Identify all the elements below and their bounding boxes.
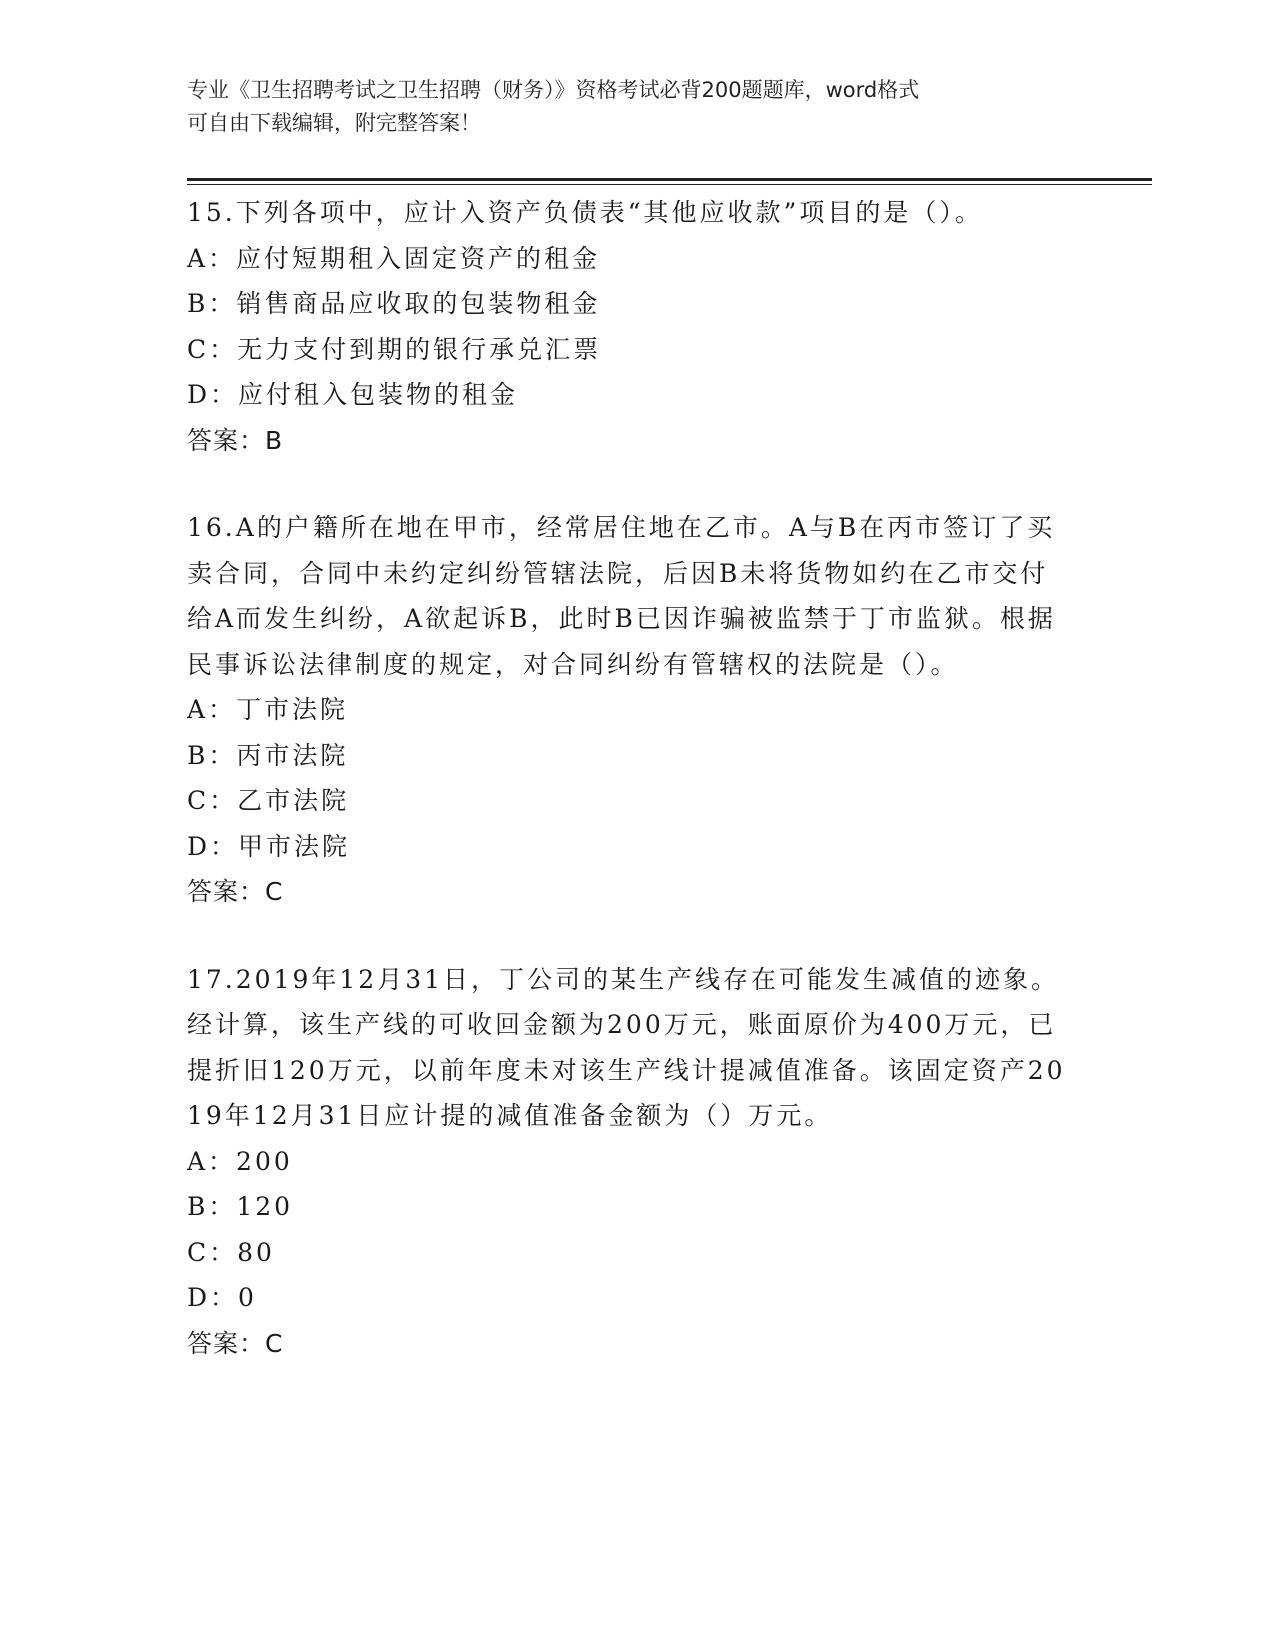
question-stem: 16.A的户籍所在地在甲市，经常居住地在乙市。A与B在丙市签订了买卖合同，合同中未约定纠纷管辖法院，后因B未将货物如约在乙市交付给A而发生纠纷，A欲起诉B，此时B已因诈骗被监禁于丁市监狱。根据民事诉讼法律制度的规定，对合同纠纷有管辖权的法院是（）。: [187, 513, 1056, 679]
question-spacer: [187, 463, 1067, 505]
option-b: B：丙市法院: [187, 740, 349, 770]
option-b: B：120: [187, 1192, 294, 1221]
header-divider-thin: [187, 184, 1152, 185]
header-title-line-2: 可自由下载编辑，附完整答案！: [187, 111, 481, 135]
option-a: A：应付短期租入固定资产的租金: [187, 243, 601, 273]
document-header: [187, 74, 1067, 140]
option-d: D：甲市法院: [187, 831, 351, 861]
question-list: [187, 190, 1067, 1366]
option-c: C：无力支付到期的银行承兑汇票: [187, 334, 602, 364]
option-c: C：80: [187, 1237, 275, 1267]
question-16: [187, 505, 1067, 915]
answer-label: 答案：C: [187, 877, 284, 906]
option-b: B：销售商品应收取的包装物租金: [187, 289, 601, 318]
header-title-line-1: 专业《卫生招聘考试之卫生招聘（财务）》资格考试必背200题题库，word格式: [187, 78, 920, 102]
option-a: A：200: [187, 1146, 293, 1176]
option-a: A：丁市法院: [187, 695, 349, 724]
option-c: C：乙市法院: [187, 786, 350, 815]
question-stem: 15.下列各项中，应计入资产负债表“其他应收款”项目的是（）。: [187, 198, 983, 227]
answer-label: 答案：C: [187, 1328, 284, 1358]
question-spacer: [187, 915, 1067, 957]
answer-label: 答案：B: [187, 425, 284, 455]
question-17: [187, 957, 1067, 1367]
option-d: D：应付租入包装物的租金: [187, 380, 519, 409]
question-15: [187, 190, 1067, 463]
option-d: D：0: [187, 1283, 257, 1312]
question-stem: 17.2019年12月31日，丁公司的某生产线存在可能发生减值的迹象。经计算，该生产线的可收回金额为200万元，账面原价为400万元，已提折旧120万元，以前年度未对该生产线计提减值准备。该固定资产2019年12月31日应计提的减值准备金额为（）万元。: [187, 964, 1066, 1130]
header-divider-thick: [187, 178, 1152, 181]
